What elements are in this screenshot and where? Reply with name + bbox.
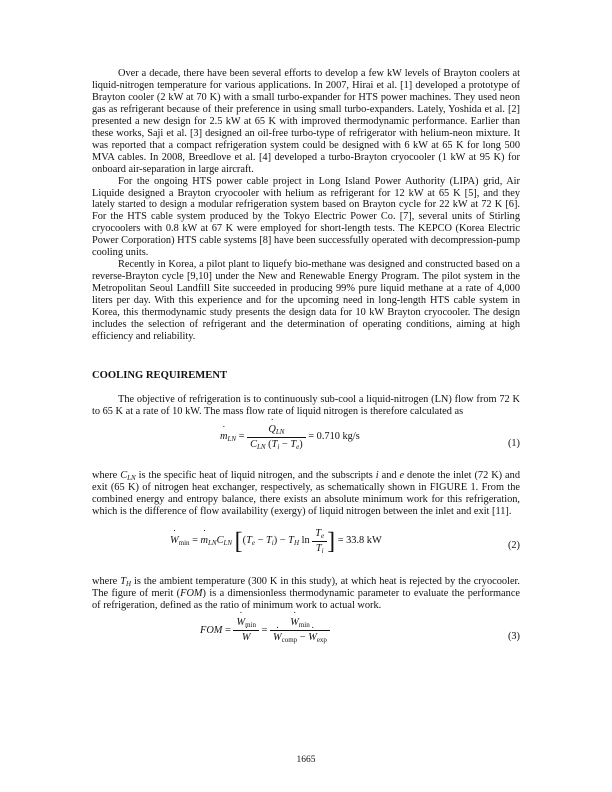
intro-paragraph-2: For the ongoing HTS power cable project in Long Island Power Authority (LIPA) grid, Air Liquide designed a Brayton cryocooler with helium as refrigerant for 12 kW at 65 K [5], and they lately started to design a modular refrigeration system based on Brayton cycle for 22 kW at 72 K [6]. For the HTS cable system produced by the Tokyo Electric Power Co. [7], several units of Stirling cryocoolers with 0.8 kW at 67 K were employed for short-length tests. The KEPCO (Korea Electric Power Corporation) HTS cable systems [8] have been successfully operated with decompression-pump cooling units. (92, 175, 520, 259)
equation-3: FOM = ˙ $W_{min}$ ˙ W = ˙ $W_{min}$ ˙ $W_{comp}$ − ˙ $W_{exp}$ (3) (92, 617, 520, 661)
eq1-result: = 0.710 kg/s (308, 431, 360, 443)
eq2-number: (2) (507, 539, 520, 551)
eq3-number: (3) (507, 631, 520, 643)
eq2-result: = 33.8 kW (337, 535, 382, 547)
paper-page (92, 68, 520, 665)
page-number: 1665 (296, 755, 316, 765)
where-paragraph-1: where $C_{LN}$ is the specific heat of liquid nitrogen, and the subscripts i and e denote the inlet (72 K) and exit (65 K) of nitrogen heat exchanger, respectively, as schematically shown in FIGURE 1. From the combined energy and entropy balance, there exists an absolute minimum work for this refrigeration, which is the difference of flow availability (exergy) of liquid nitrogen between the inlet and exit [11]. (92, 469, 520, 517)
equation-2: ˙ $W_{min}$ = ˙ $m_{LN}C_{LN}$ [$(T_e - T_i) - T_H$ ln $\frac{T_e}{T_i}$ ] = 33.8 kW (2) (92, 526, 520, 572)
eq1-number: (1) (507, 437, 520, 449)
intro-paragraph-1: Over a decade, there have been several efforts to develop a few kW levels of Brayton coolers at liquid-nitrogen temperature for various applications. In 2007, Hirai et al. [1] developed a prototype of Brayton cooler (2 kW at 70 K) with a small turbo-expander for HTS power machines. They used neon gas as refrigerant because of their preference in using small turbo-expanders. Lately, Yoshida et al. [2] presented a new design for 2.5 kW at 65 K with improved thermodynamic performance. Earlier than these works, Saji et al. [3] designed an oil-free turbo-type of refrigerator with helium-neon mixture. It was reported that a compact refrigeration system could be designed with 6 kW at 65 K for long 500 MVA cables. In 2008, Breedlove et al. [4] developed a turbo-Brayton cryocooler (1 kW at 95 K) for onboard air-separation in large aircraft. (92, 68, 520, 175)
intro-paragraph-3: Recently in Korea, a pilot plant to liquefy bio-methane was designed and constructed based on a reverse-Brayton cycle [9,10] under the New and Renewable Energy Program. The pilot system in the Metropolitan Seoul Landfill Site succeeded in producing 99% pure liquid methane at a rate of 4,000 liters per day. With this experience and for the upcoming need in long-length HTS cable system in Korea, this thermodynamic study presents the design data for 10 kW Brayton cryocooler. The design includes the selection of refrigerant and the determination of operating conditions, aiming at high efficiency and reliability. (92, 259, 520, 342)
equation-1: ˙ $m_{LN}$ = ˙ $\frac{Q_{LN}}{C_{LN} (T_i - T_e)}$ = 0.710 kg/s (1) (92, 424, 520, 466)
where-paragraph-2: where $T_H$ is the ambient temperature (300 K in this study), at which heat is rejected by the cryocooler. The figure of merit (FOM) is a dimensionless thermodynamic parameter to evaluate the performance of refrigeration, defined as the ratio of minimum work to actual work. (92, 575, 521, 611)
objective-paragraph: The objective of refrigeration is to continuously sub-cool a liquid-nitrogen (LN) flow from 72 K to 65 K at a rate of 10 kW. The mass flow rate of liquid nitrogen is therefore calculated as (92, 393, 520, 417)
section-heading: COOLING REQUIREMENT (92, 369, 228, 381)
